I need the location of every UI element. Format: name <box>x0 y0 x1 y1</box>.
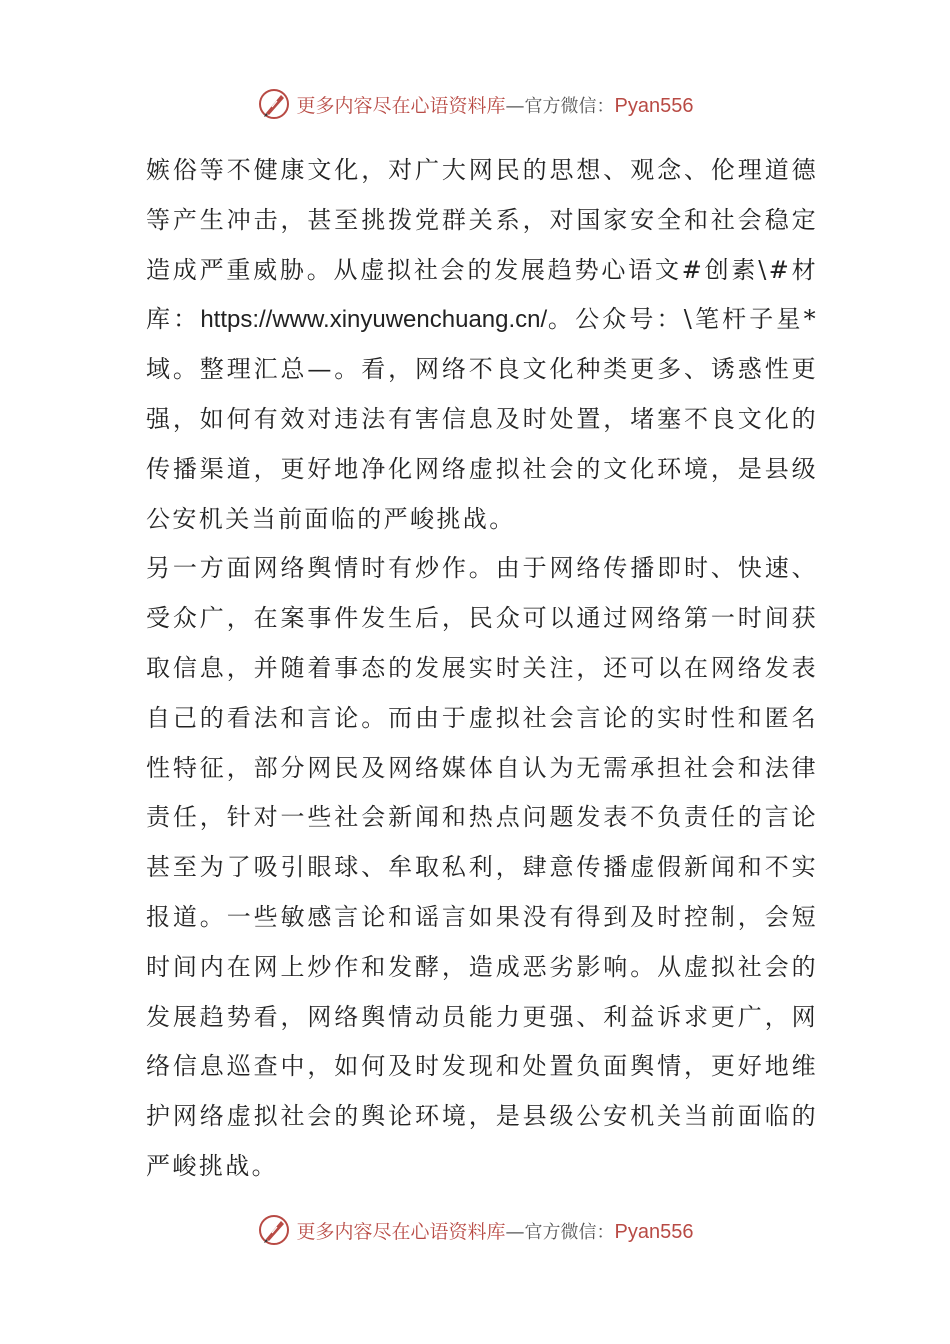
header-banner-inner <box>257 87 694 121</box>
wechat-id: Pyan556 <box>614 1220 694 1243</box>
website-url: https://www.xinyuwenchuang.cn/ <box>200 306 548 334</box>
footer-banner-inner <box>257 1213 694 1247</box>
paragraph-1-part-1: 嫉俗等不健康文化，对广大网民的思想、观念、伦理道德等产生冲击，甚至挑拨党群关系，对国家安全和社会稳定造成严重威胁。从虚拟社会的发展趋势心语文#创素\#材库： <box>146 156 818 334</box>
quill-pen-logo-icon <box>257 87 291 121</box>
document-body <box>146 146 818 1192</box>
banner-dash: — <box>505 1220 525 1243</box>
header-banner-text <box>297 91 694 118</box>
wechat-label: 官方微信： <box>524 95 615 117</box>
banner-dash: — <box>505 94 525 117</box>
brand-text: 更多内容尽在心语资料库 <box>296 94 506 117</box>
quill-pen-logo-icon <box>257 1213 291 1247</box>
paragraph-2: 另一方面网络舆情时有炒作。由于网络传播即时、快速、受众广，在案事件发生后，民众可以通过网络第一时间获取信息，并随着事态的发展实时关注，还可以在网络发表自己的看法和言论。而由于虚拟社会言论的实时性和匿名性特征，部分网民及网络媒体自认为无需承担社会和法律责任，针对一些社会新闻和热点问题发表不负责任的言论甚至为了吸引眼球、牟取私利，肆意传播虚假新闻和不实报道。一些敏感言论和谣言如果没有得到及时控制，会短时间内在网上炒作和发酵，造成恶劣影响。从虚拟社会的发展趋势看，网络舆情动员能力更强、利益诉求更广，网络信息巡查中，如何及时发现和处置负面舆情，更好地维护网络虚拟社会的舆论环境，是县级公安机关当前面临的严峻挑战。 <box>146 554 818 1180</box>
footer-banner <box>0 1210 950 1250</box>
paragraph-1 <box>146 146 818 544</box>
brand-text: 更多内容尽在心语资料库 <box>296 1220 506 1243</box>
wechat-label: 官方微信： <box>524 1221 615 1243</box>
paragraph-1-part-2: 。公众号：\笔杆子星*域。整理汇总—。看，网络不良文化种类更多、诱惑性更强，如何有效对违法有害信息及时处置，堵塞不良文化的传播渠道，更好地净化网络虚拟社会的文化环境，是县级公安机关当前面临的严峻挑战。 <box>146 305 818 533</box>
header-banner <box>0 84 950 124</box>
wechat-id: Pyan556 <box>614 94 694 117</box>
footer-banner-text <box>297 1217 694 1244</box>
